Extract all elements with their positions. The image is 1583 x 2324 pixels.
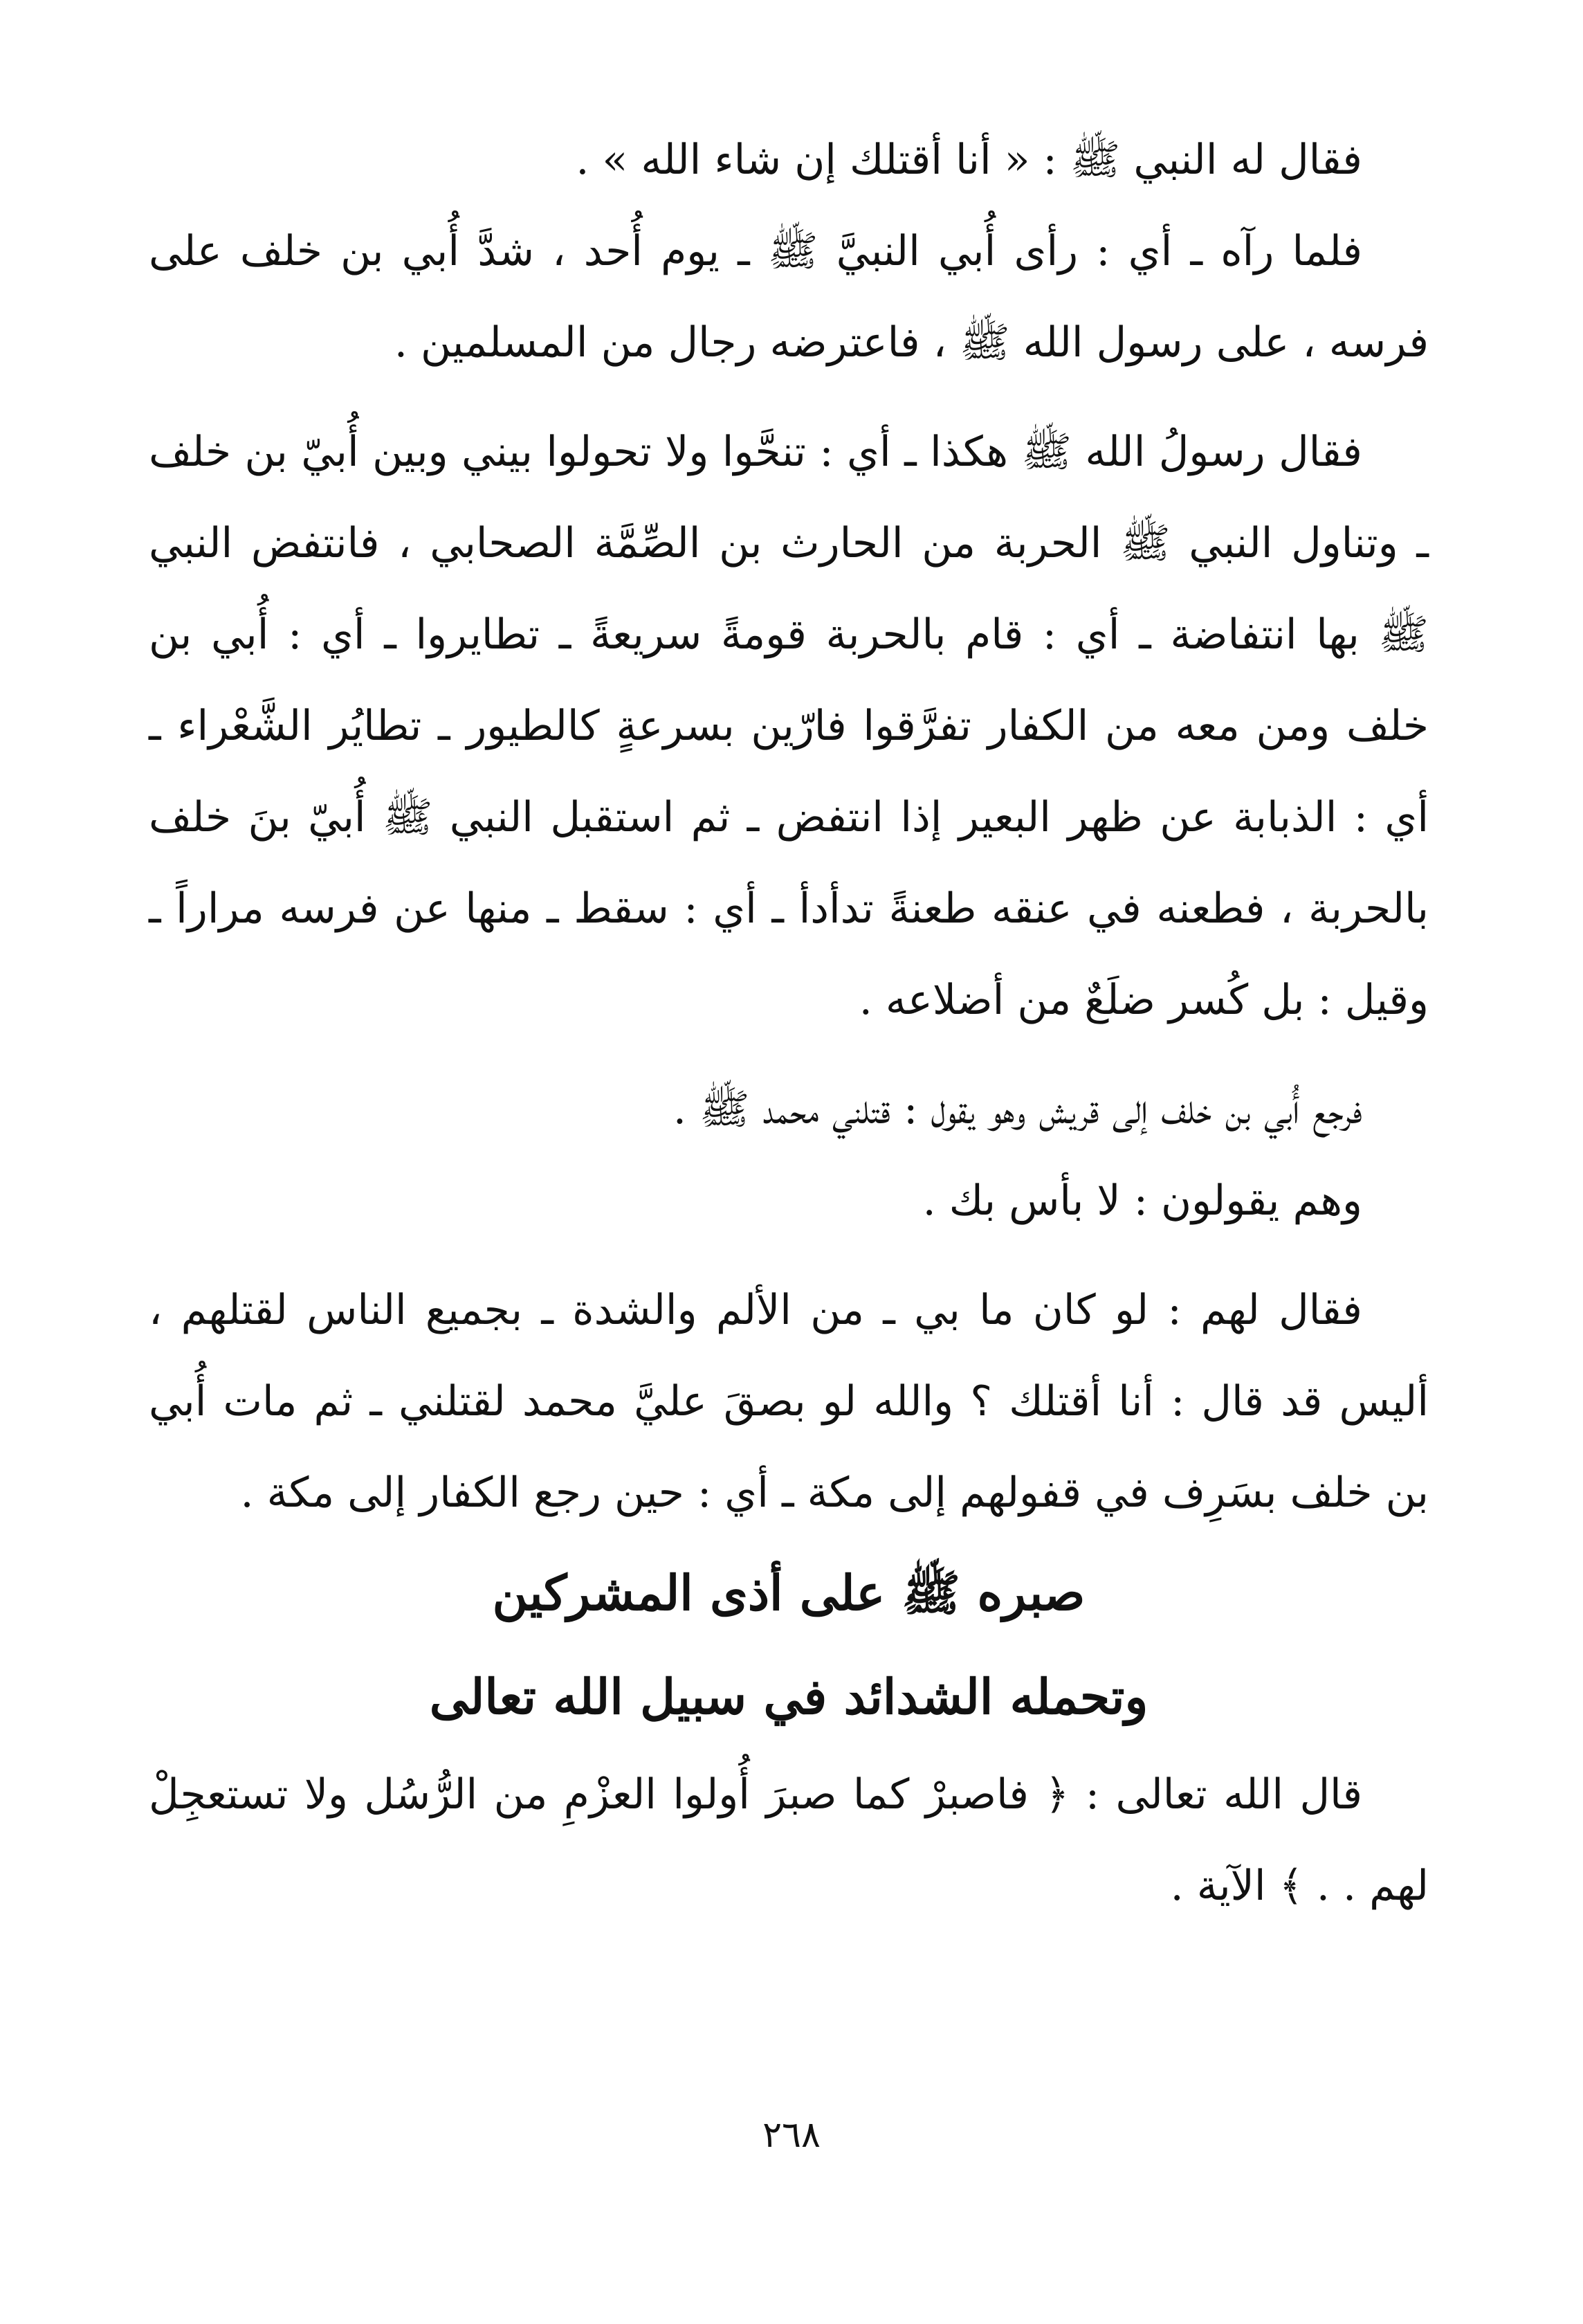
section-subheading: وتحمله الشدائد في سبيل الله تعالى bbox=[429, 1668, 1149, 1725]
section-heading: صبره ﷺ على أذى المشركين bbox=[492, 1564, 1086, 1622]
closing-paragraph: قال الله تعالى : ﴿ فاصبرْ كما صبرَ أُولوا العزْمِ من الرُّسُل ولا تستعجِلْ لهم . . ﴾ الآية . bbox=[149, 1770, 1429, 1910]
page-number: ٢٦٨ bbox=[762, 2114, 821, 2156]
paragraph-4: فرجع أُبي بن خلف إلى قريش وهو يقول : قتلني محمد ﷺ . bbox=[672, 1085, 1362, 1134]
paragraph-5: وهم يقولون : لا بأس بك . bbox=[922, 1177, 1362, 1225]
paragraph-1: فقال له النبي ﷺ : « أنا أقتلك إن شاء الله » . bbox=[576, 136, 1362, 184]
book-page bbox=[149, 114, 1429, 2260]
paragraph-2: فلما رآه ـ أي : رأى أُبي النبيَّ ﷺ ـ يوم أُحد ، شدَّ أُبي بن خلف على فرسه ، على رسول الله ﷺ ، فاعترضه رجال من المسلمين . bbox=[149, 227, 1429, 367]
paragraph-6: فقال لهم : لو كان ما بي ـ من الألم والشدة ـ بجميع الناس لقتلهم ، أليس قد قال : أنا أقتلك ؟ والله لو بصقَ عليَّ محمد لقتلني ـ ثم مات أُبي بن خلف بسَرِف في قفولهم إلى مكة ـ أي : حين رجع الكفار إلى مكة . bbox=[149, 1286, 1429, 1517]
paragraph-3: فقال رسولُ الله ﷺ هكذا ـ أي : تنحَّوا ولا تحولوا بيني وبين أُبيّ بن خلف ـ وتناول النبي ﷺ الحربة من الحارث بن الصِّمَّة الصحابي ، فانتفض النبي ﷺ بها انتفاضة ـ أي : قام بالحربة قومةً سريعةً ـ تطايروا ـ أي : أُبي بن خلف ومن معه من الكفار تفرَّقوا فارّين بسرعةٍ كالطيور ـ تطايُر الشَّعْراء ـ أي : الذبابة عن ظهر البعير إذا انتفض ـ ثم استقبل النبي ﷺ أُبيّ بنَ خلف بالحربة ، فطعنه في عنقه طعنةً تدأدأ ـ أي : سقط ـ منها عن فرسه مراراً ـ وقيل : بل كُسر ضلَعٌ من أضلاعه . bbox=[149, 428, 1429, 1024]
